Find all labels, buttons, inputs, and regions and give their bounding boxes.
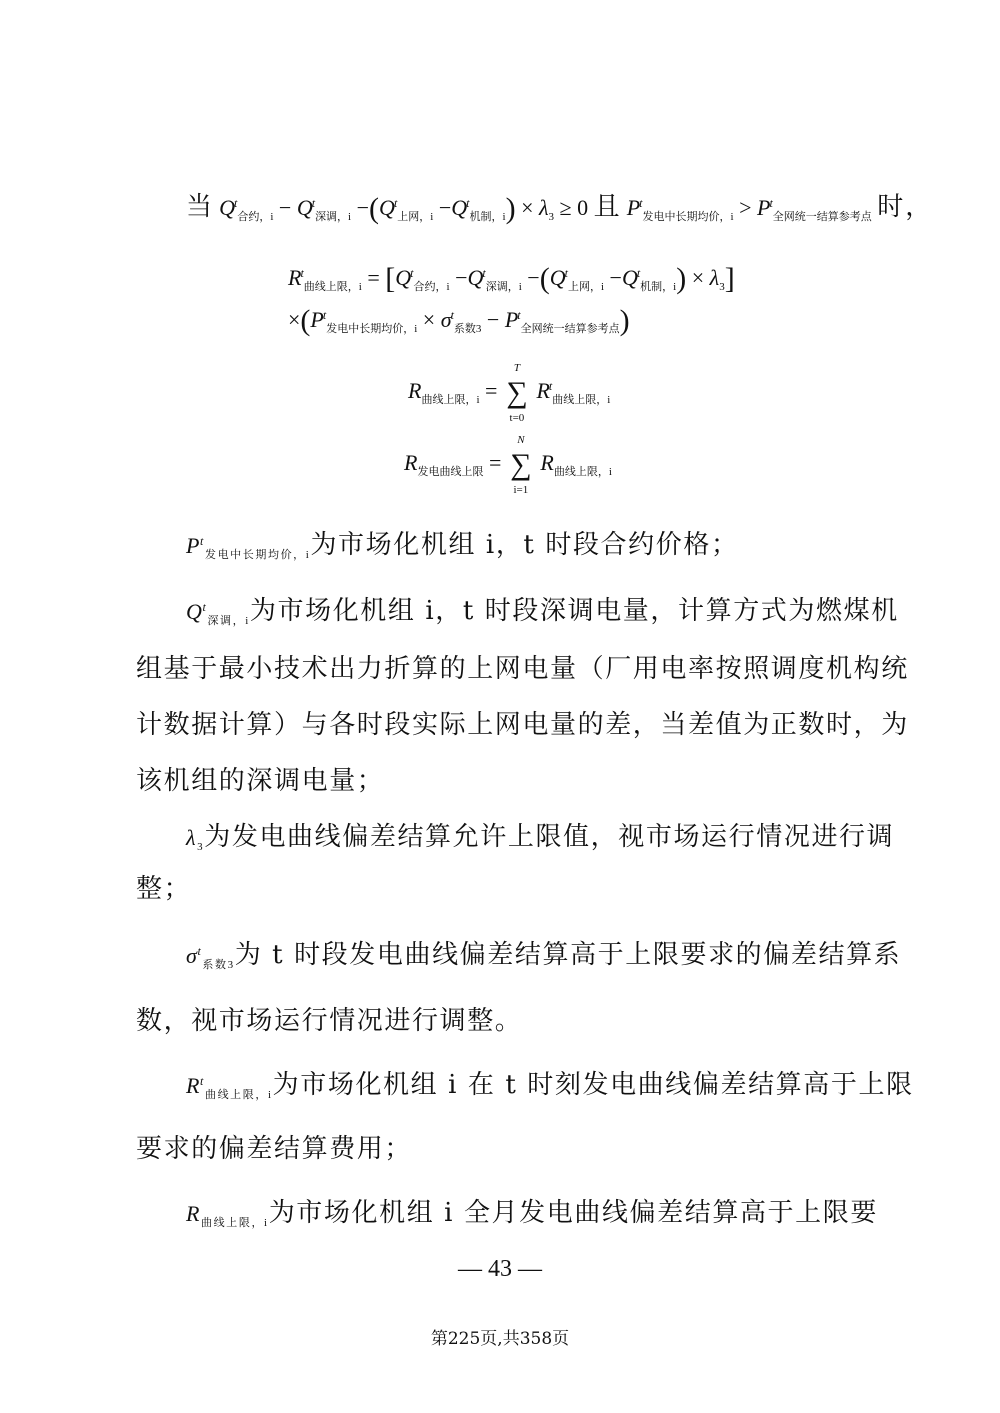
condition-suffix: 时，: [877, 192, 934, 222]
sum-symbol-i: N ∑ i=1: [510, 434, 532, 496]
formula-r-total: $R_{发电曲线上限}$ = N ∑ i=1 $R_{曲线上限,i}$: [404, 434, 612, 496]
page-number: — 43 —: [458, 1256, 542, 1282]
condition-line: [186, 186, 933, 226]
condition-prefix: 当: [186, 192, 215, 222]
para-lambda-l1: $\lambda_3$为发电曲线偏差结算允许上限值，视市场运行情况进行调: [186, 822, 895, 853]
para-r-monthly-l1: $R_{曲线上限,i}$为市场化机组 i 全月发电曲线偏差结算高于上限要: [186, 1198, 878, 1229]
para-price-definition: $P^t_{发电中长期均价,i}$为市场化机组 i，t 时段合约价格；: [186, 530, 739, 561]
para-r-t-l2: 要求的偏差结算费用；: [136, 1134, 413, 1164]
condition-price-expression: $P^t_{发电中长期均价,i} > P^t_{全网统一结算参考点}$: [626, 195, 872, 223]
para-deep-adjust-l3: 计数据计算）与各时段实际上网电量的差，当差值为正数时，为: [136, 710, 909, 740]
para-deep-adjust-l4: 该机组的深调电量；: [136, 766, 385, 796]
para-sigma-l2: 数，视市场运行情况进行调整。: [136, 1006, 523, 1036]
condition-expression: $Q^t_{合约,i} - Q^t_{深调,i} -(Q^t_{上网,i} -Q^t_{机制,i}) \times \lambda_3 \ge 0$: [219, 192, 589, 225]
para-deep-adjust-l1: $Q^t_{深调,i}$为市场化机组 i，t 时段深调电量，计算方式为燃煤机: [186, 596, 899, 627]
sum-symbol-t: T ∑ t=0: [506, 362, 528, 424]
page-footer: 第225页,共358页: [430, 1329, 570, 1349]
para-deep-adjust-l2: 组基于最小技术出力折算的上网电量（厂用电率按照调度机构统: [136, 654, 909, 684]
para-lambda-l2: 整；: [136, 874, 192, 904]
condition-and: 且: [593, 192, 622, 222]
formula-r-monthly: $R_{曲线上限,i}$ = T ∑ t=0 $R^t_{曲线上限,i}$: [408, 362, 611, 424]
para-r-t-l1: $R^t_{曲线上限,i}$为市场化机组 i 在 t 时刻发电曲线偏差结算高于上限: [186, 1070, 914, 1101]
formula-r-t-line1: $R^t_{曲线上限,i} = [Q^t_{合约,i} -Q^t_{深调,i} -(Q^t_{上网,i} -Q^t_{机制,i}) \times \lambda_3]$: [288, 262, 735, 295]
formula-r-t-line2: $\times(P^t_{发电中长期均价,i} \times \sigma^t_{系数3} - P^t_{全网统一结算参考点})$: [288, 304, 630, 337]
para-sigma-l1: $\sigma^t_{系数3}$为 t 时段发电曲线偏差结算高于上限要求的偏差结算系: [186, 940, 902, 971]
